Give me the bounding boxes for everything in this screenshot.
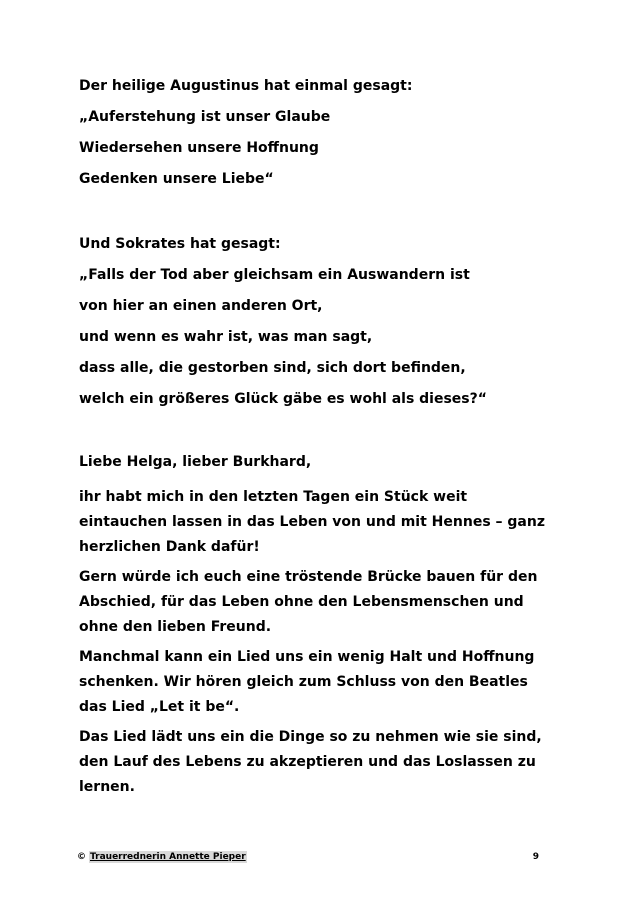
paragraph-line: ohne den lieben Freund.	[79, 619, 272, 635]
quote-intro: Und Sokrates hat gesagt:	[79, 236, 281, 252]
paragraph-line: schenken. Wir hören gleich zum Schluss von den Beatles	[79, 674, 528, 690]
quote-line: und wenn es wahr ist, was man sagt,	[79, 329, 373, 345]
quote-line: dass alle, die gestorben sind, sich dort befinden,	[79, 360, 466, 376]
quote-line: „Falls der Tod aber gleichsam ein Auswandern ist	[79, 267, 470, 283]
quote-line: Gedenken unsere Liebe“	[79, 171, 274, 187]
paragraph	[79, 645, 569, 720]
paragraph-line: Das Lied lädt uns ein die Dinge so zu nehmen wie sie sind,	[79, 729, 542, 745]
spacer	[79, 188, 569, 236]
paragraph-line: den Lauf des Lebens zu akzeptieren und das Loslassen zu	[79, 754, 536, 770]
paragraph-line: eintauchen lassen in das Leben von und mit Hennes – ganz	[79, 514, 545, 530]
copyright-symbol: ©	[77, 852, 86, 862]
quote-intro: Der heilige Augustinus hat einmal gesagt:	[79, 78, 413, 94]
paragraph	[79, 725, 569, 800]
paragraph-line: Manchmal kann ein Lied uns ein wenig Halt und Hoffnung	[79, 649, 535, 665]
quote-line: Wiedersehen unsere Hoffnung	[79, 140, 319, 156]
footer-author: Trauerrednerin Annette Pieper	[90, 852, 246, 862]
paragraph	[79, 565, 569, 640]
quote-line: von hier an einen anderen Ort,	[79, 298, 323, 314]
salutation: Liebe Helga, lieber Burkhard,	[79, 454, 312, 470]
augustinus-quote	[79, 78, 569, 188]
paragraph-line: das Lied „Let it be“.	[79, 699, 240, 715]
paragraph	[79, 485, 569, 560]
page-number: 9	[532, 852, 539, 862]
page-footer	[77, 851, 539, 863]
spacer	[79, 408, 569, 454]
paragraph-line: herzlichen Dank dafür!	[79, 539, 260, 555]
letter-section	[79, 454, 569, 800]
paragraph-line: ihr habt mich in den letzten Tagen ein Stück weit	[79, 489, 468, 505]
paragraph-line: lernen.	[79, 779, 135, 795]
page-content	[79, 78, 569, 805]
paragraph-line: Gern würde ich euch eine tröstende Brücke bauen für den	[79, 569, 538, 585]
quote-line: welch ein größeres Glück gäbe es wohl als dieses?“	[79, 391, 487, 407]
paragraph-line: Abschied, für das Leben ohne den Lebensmenschen und	[79, 594, 524, 610]
sokrates-quote	[79, 236, 569, 408]
quote-line: „Auferstehung ist unser Glaube	[79, 109, 331, 125]
footer-credit	[77, 851, 247, 863]
